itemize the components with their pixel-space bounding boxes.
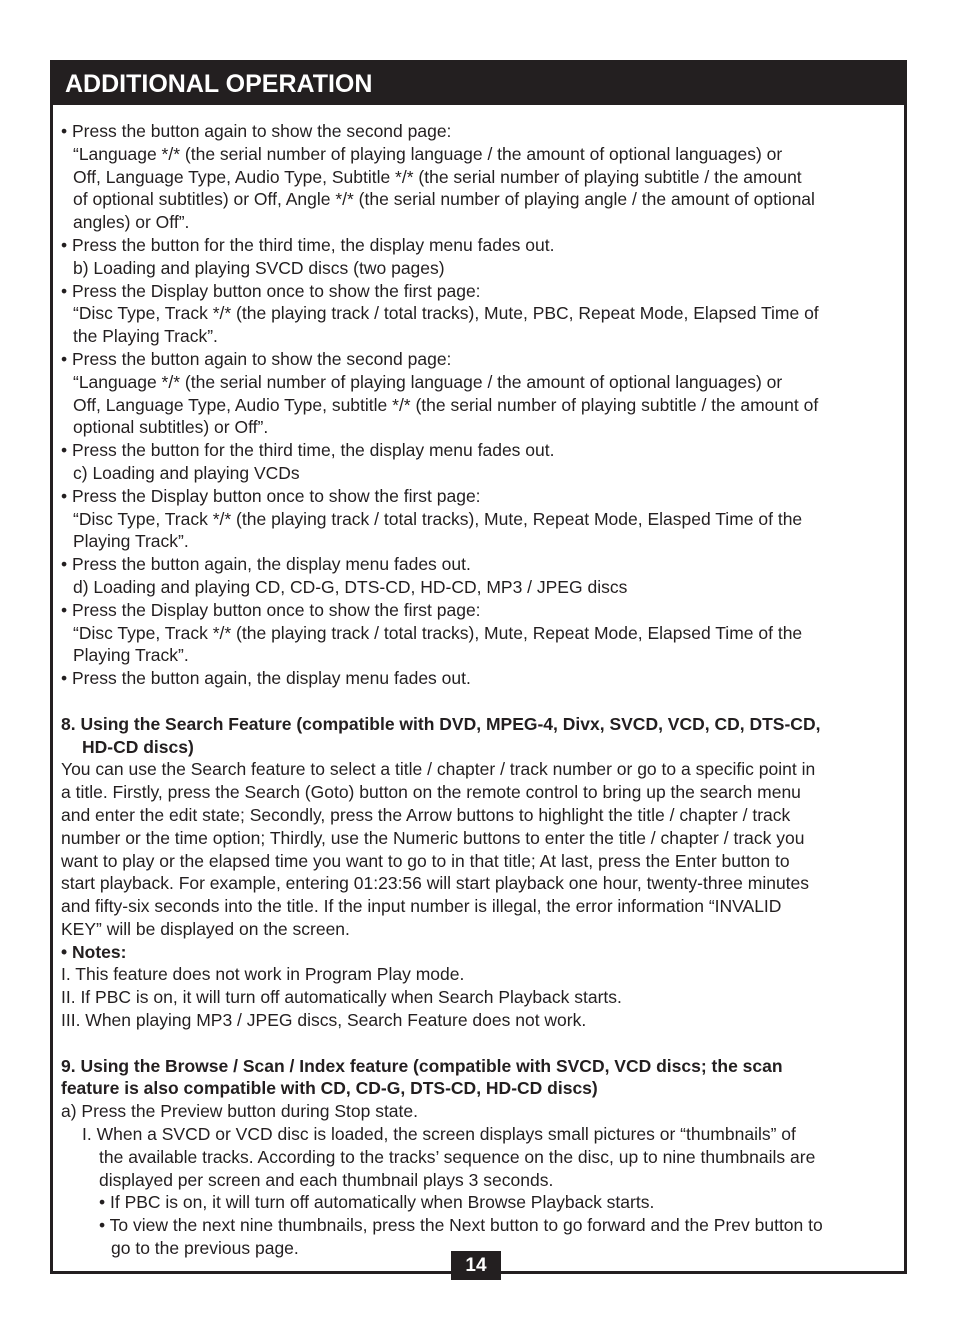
- text-line: “Disc Type, Track */* (the playing track / total tracks), Mute, Repeat Mode, Elapsed Time of the: [73, 622, 803, 643]
- text-line: KEY” will be displayed on the screen.: [61, 918, 350, 939]
- text-line: displayed per screen and each thumbnail plays 3 seconds.: [99, 1169, 554, 1190]
- bullet-item: • If PBC is on, it will turn off automatically when Browse Playback starts.: [99, 1192, 655, 1213]
- bullet-item: • To view the next nine thumbnails, press the Next button to go forward and the Prev button to: [99, 1215, 823, 1236]
- text-line: “Language */* (the serial number of playing language / the amount of optional languages) or: [73, 143, 783, 164]
- text-line: Off, Language Type, Audio Type, subtitle */* (the serial number of playing subtitle / the amount of: [73, 394, 819, 415]
- text-line: b) Loading and playing SVCD discs (two pages): [73, 257, 445, 278]
- text-line: • Press the button again to show the second page:: [61, 348, 452, 369]
- text-line: optional subtitles) or Off”.: [73, 417, 269, 438]
- text-line: “Disc Type, Track */* (the playing track / total tracks), Mute, Repeat Mode, Elasped Time of the: [73, 508, 803, 529]
- text-line: d) Loading and playing CD, CD-G, DTS-CD, HD-CD, MP3 / JPEG discs: [73, 576, 628, 597]
- text-line: Playing Track”.: [73, 531, 189, 552]
- text-line: want to play or the elapsed time you want to go to in that title; At last, press the Enter button to: [61, 850, 790, 871]
- spacer: [61, 1032, 891, 1055]
- text-line: the available tracks. According to the tracks’ sequence on the disc, up to nine thumbnails are: [99, 1146, 816, 1167]
- note-item: II. If PBC is on, it will turn off automatically when Search Playback starts.: [61, 987, 622, 1008]
- text-line: I. When a SVCD or VCD disc is loaded, the screen displays small pictures or “thumbnails” of: [82, 1124, 796, 1145]
- header-title: ADDITIONAL OPERATION: [65, 70, 373, 98]
- text-line: and enter the edit state; Secondly, press the Arrow buttons to highlight the title / chapter / track: [61, 804, 791, 825]
- text-line: • Press the button again to show the second page:: [61, 121, 452, 141]
- notes-label: • Notes:: [61, 941, 127, 962]
- text-line: • Press the Display button once to show the first page:: [61, 485, 481, 506]
- text-line: a) Press the Preview button during Stop state.: [61, 1101, 418, 1122]
- spacer: [61, 690, 891, 713]
- text-line: “Disc Type, Track */* (the playing track / total tracks), Mute, PBC, Repeat Mode, Elapsed Time of: [73, 303, 819, 324]
- text-line: You can use the Search feature to select a title / chapter / track number or go to a specific point in: [61, 759, 816, 780]
- section-9-heading-cont: feature is also compatible with CD, CD-G, DTS-CD, HD-CD discs): [61, 1078, 598, 1099]
- text-line: angles) or Off”.: [73, 212, 190, 233]
- text-line: a title. Firstly, press the Search (Goto) button on the remote control to bring up the search menu: [61, 782, 801, 803]
- section-8-heading: 8. Using the Search Feature (compatible with DVD, MPEG-4, Divx, SVCD, VCD, CD, DTS-CD,: [61, 713, 821, 734]
- text-line: • Press the button for the third time, the display menu fades out.: [61, 234, 555, 255]
- text-line: • Press the Display button once to show the first page:: [61, 599, 481, 620]
- text-line: “Language */* (the serial number of playing language / the amount of optional languages) or: [73, 371, 783, 392]
- text-line: Off, Language Type, Audio Type, Subtitle */* (the serial number of playing subtitle / the amount: [73, 166, 802, 187]
- section-9-heading: 9. Using the Browse / Scan / Index feature (compatible with SVCD, VCD discs; the scan: [61, 1055, 783, 1076]
- text-line: go to the previous page.: [111, 1238, 299, 1259]
- text-line: c) Loading and playing VCDs: [73, 462, 300, 483]
- section-8-heading-cont: HD-CD discs): [82, 736, 194, 757]
- text-line: • Press the button for the third time, the display menu fades out.: [61, 440, 555, 461]
- text-line: Playing Track”.: [73, 645, 189, 666]
- page-number: 14: [451, 1251, 501, 1280]
- note-item: I. This feature does not work in Program Play mode.: [61, 964, 465, 985]
- text-line: • Press the button again, the display menu fades out.: [61, 554, 471, 575]
- text-line: of optional subtitles) or Off, Angle */* (the serial number of playing angle / the amount of optional: [73, 189, 815, 210]
- text-line: and fifty-six seconds into the title. If the input number is illegal, the error information “INVALID: [61, 896, 782, 917]
- note-item: III. When playing MP3 / JPEG discs, Search Feature does not work.: [61, 1010, 587, 1031]
- text-line: number or the time option; Thirdly, use the Numeric buttons to enter the title / chapter / track you: [61, 827, 805, 848]
- page-content: [61, 120, 891, 1260]
- text-line: • Press the button again, the display menu fades out.: [61, 668, 471, 689]
- section-header: [53, 63, 904, 105]
- text-line: • Press the Display button once to show the first page:: [61, 280, 481, 301]
- text-line: start playback. For example, entering 01:23:56 will start playback one hour, twenty-three minutes: [61, 873, 810, 894]
- text-line: the Playing Track”.: [73, 326, 218, 347]
